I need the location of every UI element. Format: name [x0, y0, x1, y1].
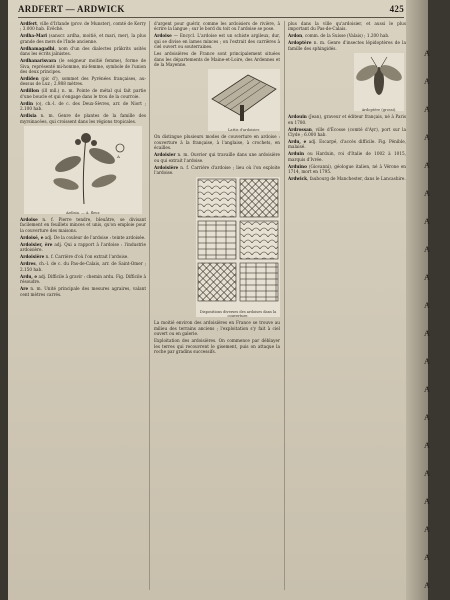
headword: Arduin	[288, 151, 305, 157]
thumb-index-letter: A	[424, 105, 430, 114]
definition-text: , ville d'Irlande (prov. de Munster), comté de Kerry ; 3.000 hab. Evêché.	[20, 21, 146, 32]
dictionary-entry	[20, 254, 146, 259]
definition-text: (le seigneur moitié femme), forme de Siva, représenté mi-homme, mi-femme, symbole de l'union des deux principes.	[20, 58, 146, 75]
headword: Ardiden	[20, 76, 39, 82]
thumb-index-letter: A	[424, 525, 430, 534]
thumb-index-letter: A	[424, 77, 430, 86]
dictionary-entry	[20, 235, 146, 240]
dictionary-entry	[288, 21, 406, 32]
thumb-index-letter: A	[424, 329, 430, 338]
definition-text: Les ardoisières de France sont principalement situées dans les départements de Maine-et-Loire, des Ardennes et de la Mayenne.	[154, 51, 280, 68]
definition-text: plus dans la ville qu'ardoisier, et aussi le plus important du Pas-de-Calais.	[288, 21, 406, 32]
definition-text: — Encycl. L'ardoise est un schiste argileux, dur, qui se divise en lames minces ; on l'extrait des carrières à ciel ouvert ou souterraines.	[154, 33, 280, 50]
headword: Ardhanarisvara	[20, 58, 57, 64]
dictionary-entry	[288, 127, 406, 138]
roof-illustration	[208, 69, 280, 131]
insect-drawing	[354, 53, 404, 103]
definition-text: adj. Qui a rapport à l'ardoise : l'industrie ardoisière.	[20, 241, 146, 253]
dictionary-entry	[154, 338, 280, 354]
dictionary-entry	[288, 176, 406, 181]
definition-text: Exploitation des ardoisières. On commence par déblayer les terres qui recouvrent le gisement, puis on attaque la roche par gradins successifs.	[154, 338, 280, 355]
slate-patterns-illustration	[196, 177, 280, 317]
definition-text: d'argent pour guérir, comme les ardoisiers de rivière, à écrire la langue ; sur le bord du toit ou l'ardoise se pose.	[154, 21, 280, 32]
thumb-index-letter: A	[424, 553, 430, 562]
dictionary-entry	[20, 46, 146, 57]
dictionary-entry	[20, 21, 146, 32]
dictionary-page	[8, 0, 428, 600]
headword: Ardhamagadhi	[20, 45, 55, 51]
thumb-index-letter: A	[424, 245, 430, 254]
header-rule	[18, 17, 404, 18]
patterns-caption: Dispositions diverses des ardoises dans la couverture.	[199, 310, 277, 319]
thumb-index-letter: A	[424, 49, 430, 58]
dictionary-entry	[154, 51, 280, 67]
definition-text: n. f. Carrière d'où l'on extrait l'ardoise.	[44, 254, 129, 260]
definition-text: (o), ch.-l. de c. des Deux-Sèvres, arr. de Niort ; 2.100 hab.	[20, 100, 146, 112]
headword: Ardrossan	[288, 126, 312, 132]
dictionary-entry	[20, 76, 146, 87]
definition-text: adj. Escarpé, d'accès difficile. Fig. Pénible, malaisé.	[288, 139, 407, 150]
definition-text: , nom d'un des dialectes prâkrits usités dans les écrits jaïnistes.	[20, 45, 146, 57]
definition-text: adj. Difficile à gravir : chemin ardu. Fig. Difficile à résoudre.	[20, 273, 146, 285]
thumb-index-letter: A	[424, 301, 430, 310]
plant-illustration	[24, 126, 142, 214]
thumb-index-letter: A	[424, 217, 430, 226]
dictionary-entry	[20, 101, 146, 112]
headword: Ardouin	[288, 114, 307, 120]
guide-words: ARDFERT — ARDWICK	[18, 4, 125, 14]
headword: Ardoisière	[20, 254, 45, 260]
definition-text: (pic d'), sommet des Pyrénées françaises, au-dessus de Luz ; 2.988 mètres.	[20, 76, 146, 87]
definition-text: n. f. Pierre tendre, bleuâtre, se divisant facilement en feuillets minces et unis, qu'on emploie pour la couverture des maisons.	[20, 217, 146, 233]
headword: Ardoisé, e	[20, 234, 44, 240]
dictionary-entry	[154, 320, 280, 336]
headword: Ardha-Mari	[20, 33, 48, 39]
dictionary-entry	[20, 58, 146, 74]
dictionary-entry	[20, 217, 146, 233]
dictionary-entry	[288, 151, 406, 162]
thumb-index-letter: A	[424, 469, 430, 478]
dictionary-entry	[154, 165, 280, 176]
headword: Ardres	[20, 261, 36, 267]
definition-text: n. m. Genre d'insectes lépidoptères de la famille des sphingidés.	[288, 40, 406, 51]
headword: Ardoptère	[288, 40, 312, 46]
definition-text: , ch.-l. de c. du Pas-de-Calais, arr. de Saint-Omer ; 2.150 hab.	[20, 261, 146, 272]
thumb-index-letter: A	[424, 189, 430, 198]
dictionary-entry	[154, 134, 280, 150]
dictionary-entry	[154, 152, 280, 163]
plant-drawing	[24, 126, 142, 206]
dictionary-entry	[20, 113, 146, 124]
headword: Arduino	[288, 163, 307, 169]
headword: Ardon	[288, 33, 303, 39]
definition-text: , faubourg de Manchester, dans le Lancashire.	[307, 176, 406, 182]
roof-drawing	[208, 69, 280, 123]
thumb-index-letter: A	[424, 357, 430, 366]
definition-text: , comm. de la Suisse (Valais) ; 1.200 hab.	[302, 33, 390, 39]
definition-text: n. m. Ouvrier qui travaille dans une ardoisière ou qui extrait l'ardoise.	[154, 152, 280, 163]
headword: Ardoisière	[154, 164, 179, 170]
thumb-index-letter: A	[424, 385, 430, 394]
headword: Ardisia	[20, 113, 37, 119]
dictionary-entry	[288, 33, 406, 38]
definition-text: (sanscr. ardha, moitié, et mari, mer), la plus grande des mers de l'Inde ancienne.	[20, 33, 146, 44]
slate-patterns-drawing	[196, 177, 280, 305]
headword: Ardillon	[20, 88, 39, 94]
definition-text: , ville d'Écosse (comté d'Ayr), port sur la Clyde ; 6.000 hab.	[288, 126, 406, 138]
definition-text: (Giovanni), géologue italien, né à Vérone en 1714, mort en 1795.	[288, 163, 406, 175]
definition-text: La moitié environ des ardoisières en France se trouve au milieu des terrains anciens ; l'exploitation s'y fait à ciel ouvert ou en galerie.	[154, 320, 280, 337]
headword: Ardwick	[288, 176, 308, 182]
definition-text: n. m. Genre de plantes de la famille des myrsinacées, qui croissent dans les régions tropicales.	[20, 113, 146, 124]
headword: Ardin	[20, 100, 34, 106]
definition-text: n. m. Unité principale des mesures agraires, valant cent mètres carrés.	[20, 286, 146, 297]
thumb-index-letter: A	[424, 581, 430, 590]
dictionary-entry	[20, 242, 146, 253]
thumb-index-letter: A	[424, 133, 430, 142]
definition-text: adj. De la couleur de l'ardoise : teinte ardoisée.	[43, 234, 146, 240]
headword: Ardu, e	[20, 273, 38, 279]
page-number: 425	[389, 4, 404, 14]
headword: Ardoisier, ère	[20, 241, 53, 247]
thumb-index	[420, 40, 434, 600]
dictionary-entry	[20, 274, 146, 285]
column-divider	[149, 21, 150, 590]
thumb-index-letter: A	[424, 273, 430, 282]
dictionary-entry	[288, 40, 406, 51]
headword: Ardoise	[20, 217, 38, 223]
thumb-index-letter: A	[424, 497, 430, 506]
dictionary-entry	[154, 33, 280, 49]
dictionary-entry	[154, 21, 280, 32]
thumb-index-letter: A	[424, 441, 430, 450]
definition-text: (ill mll.) n. m. Pointe de métal qui fait partie d'une boucle et qui s'engage dans le trou de la courroie.	[20, 88, 146, 99]
thumb-index-letter: A	[424, 161, 430, 170]
headword: Ardoise	[154, 33, 172, 39]
headword: Are	[20, 286, 29, 292]
headword: Ardu, e	[288, 139, 307, 145]
dictionary-entry	[20, 88, 146, 99]
column-2	[154, 21, 280, 594]
column-1	[20, 21, 146, 594]
dictionary-entry	[288, 114, 406, 125]
dictionary-entry	[20, 33, 146, 44]
dictionary-entry	[20, 261, 146, 272]
running-header	[18, 2, 404, 16]
plant-caption: Ardisia. — A. fleur.	[65, 211, 101, 216]
dictionary-entry	[288, 164, 406, 175]
column-divider	[284, 21, 285, 590]
insect-illustration	[354, 53, 404, 111]
definition-text: On distingue plusieurs modes de couverture en ardoise : couverture à la française, à l'anglaise, à crochets, en écailles.	[154, 134, 280, 151]
thumb-index-letter: A	[424, 413, 430, 422]
headword: Ardoisier	[154, 152, 176, 158]
definition-text: n. f. Carrière d'ardoise ; lieu où l'on exploite l'ardoise.	[154, 164, 280, 176]
svg-text:A: A	[117, 154, 120, 160]
dictionary-entry	[20, 286, 146, 297]
definition-text: (Jean), graveur et éditeur français, né à Paris en 1780.	[288, 114, 406, 125]
roof-caption: Lattis d'ardoisier.	[228, 128, 260, 133]
headword: Ardfert	[20, 21, 37, 26]
insect-caption: Ardoptère (grossi).	[361, 108, 397, 113]
dictionary-entry	[288, 139, 406, 150]
column-3	[288, 21, 406, 594]
definition-text: ou Harduin, roi d'Italie de 1002 à 1015, marquis d'Ivrée.	[288, 151, 406, 162]
